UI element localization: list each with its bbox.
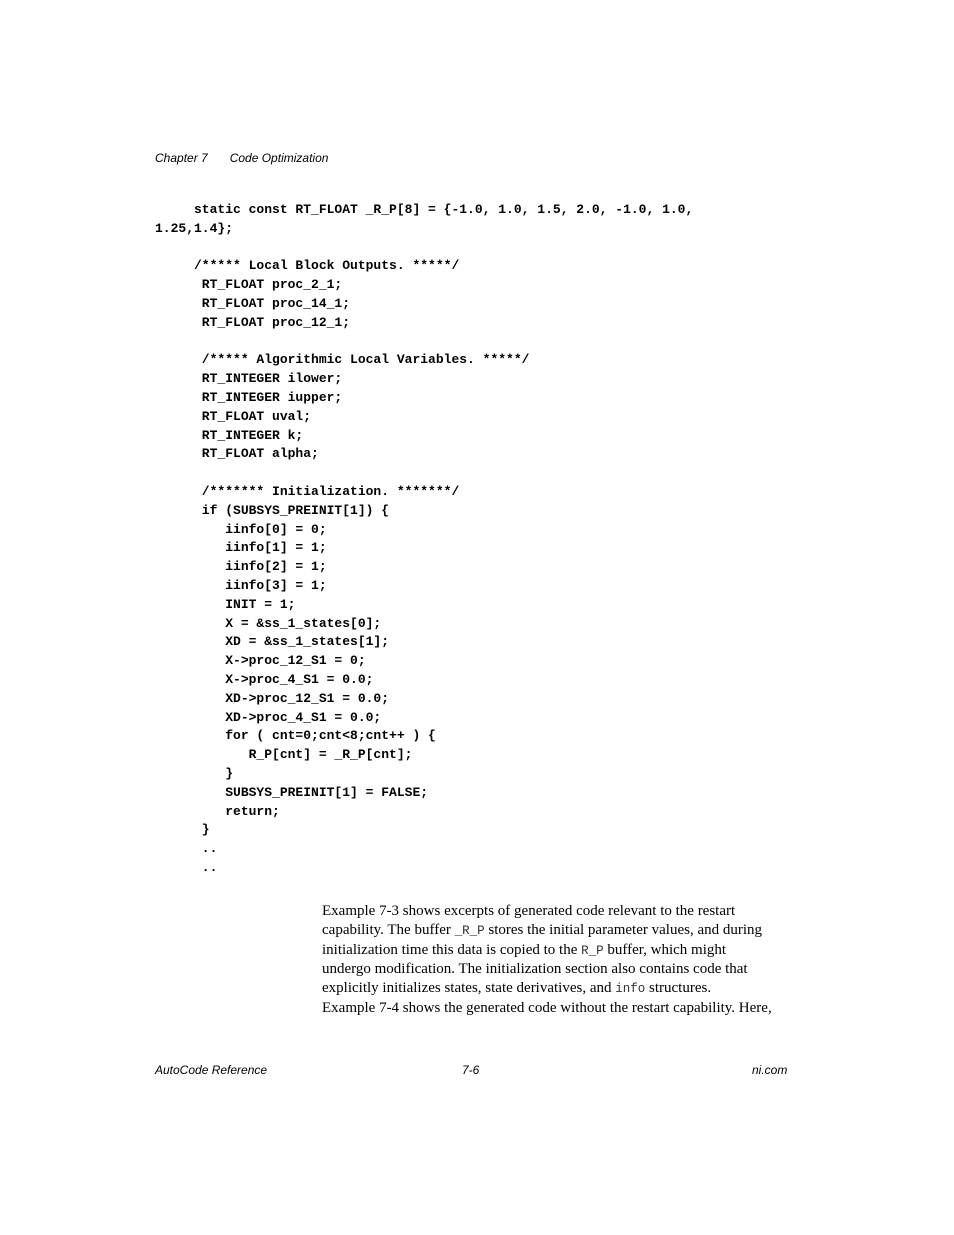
inline-code: R_P xyxy=(581,943,604,958)
code-line: X = &ss_1_states[0]; xyxy=(155,615,382,631)
code-line: /***** Algorithmic Local Variables. *****/ xyxy=(155,352,530,368)
body-paragraph xyxy=(322,902,792,1018)
code-line: /***** Local Block Outputs. *****/ xyxy=(155,258,460,274)
code-line: for ( cnt=0;cnt<8;cnt++ ) { xyxy=(155,728,436,744)
paragraph-line: Example 7-4 shows the generated code without the restart capability. Here, xyxy=(322,999,772,1016)
code-line: XD->proc_12_S1 = 0.0; xyxy=(155,690,390,706)
code-line: } xyxy=(155,822,210,838)
code-line: XD->proc_4_S1 = 0.0; xyxy=(155,709,382,725)
code-line: iinfo[2] = 1; xyxy=(155,559,327,575)
chapter-label: Chapter 7 xyxy=(155,151,208,165)
code-line: RT_FLOAT proc_2_1; xyxy=(155,277,343,293)
inline-code: _R_P xyxy=(454,923,485,938)
code-line: RT_INTEGER ilower; xyxy=(155,371,343,387)
code-line: .. xyxy=(155,841,218,857)
code-line: return; xyxy=(155,803,280,819)
code-line: X->proc_4_S1 = 0.0; xyxy=(155,671,374,687)
code-line: RT_FLOAT proc_12_1; xyxy=(155,314,351,330)
footer-website: ni.com xyxy=(752,1063,788,1077)
paragraph-line: explicitly initializes states, state derivatives, and info structures. xyxy=(322,980,712,997)
code-line xyxy=(155,333,795,352)
code-line: RT_FLOAT uval; xyxy=(155,408,312,424)
code-line: static const RT_FLOAT _R_P[8] = {-1.0, 1.0, 1.5, 2.0, -1.0, 1.0, xyxy=(155,202,694,217)
code-line: .. xyxy=(155,859,218,875)
code-line: if (SUBSYS_PREINIT[1]) { xyxy=(155,502,390,518)
code-line xyxy=(155,464,795,483)
code-line: RT_FLOAT alpha; xyxy=(155,446,319,462)
footer-page-number: 7-6 xyxy=(462,1063,480,1077)
paragraph-line: initialization time this data is copied to the R_P buffer, which might xyxy=(322,941,727,958)
code-line: INIT = 1; xyxy=(155,596,296,612)
code-line: SUBSYS_PREINIT[1] = FALSE; xyxy=(155,784,429,800)
code-line: XD = &ss_1_states[1]; xyxy=(155,634,390,650)
code-listing xyxy=(155,201,795,878)
code-line: RT_INTEGER k; xyxy=(155,427,304,443)
code-line: X->proc_12_S1 = 0; xyxy=(155,653,366,669)
paragraph-line: Example 7-3 shows excerpts of generated code relevant to the restart xyxy=(322,903,736,919)
paragraph-line: undergo modification. The initialization section also contains code that xyxy=(322,961,748,978)
inline-code: info xyxy=(615,982,646,997)
code-line: } xyxy=(155,765,234,781)
code-line: RT_FLOAT proc_14_1; xyxy=(155,295,351,311)
code-line: R_P[cnt] = _R_P[cnt]; xyxy=(155,747,413,763)
code-line: iinfo[0] = 0; xyxy=(155,521,327,537)
running-header xyxy=(155,150,328,166)
code-line xyxy=(155,239,795,258)
chapter-title: Code Optimization xyxy=(229,151,329,165)
code-line: iinfo[1] = 1; xyxy=(155,540,327,556)
code-line: RT_INTEGER iupper; xyxy=(155,389,343,405)
footer-book-title: AutoCode Reference xyxy=(155,1063,268,1077)
code-line: iinfo[3] = 1; xyxy=(155,577,327,593)
code-line: /******* Initialization. *******/ xyxy=(155,483,460,499)
paragraph-line: capability. The buffer _R_P stores the initial parameter values, and during xyxy=(322,921,763,938)
code-line: 1.25,1.4}; xyxy=(155,220,234,236)
